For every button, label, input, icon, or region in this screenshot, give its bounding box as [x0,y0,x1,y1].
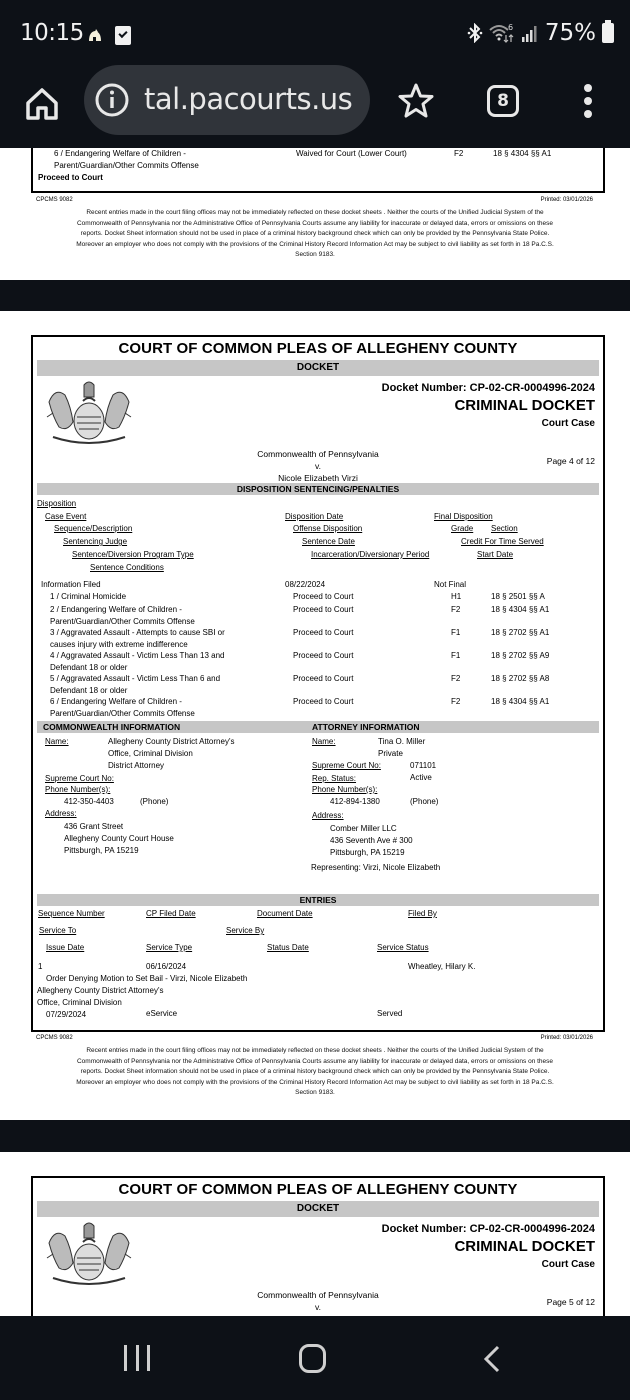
page-4 [0,311,630,1120]
charge-grade: F1 [451,628,461,637]
info-bar [37,721,599,733]
cw-phone-label: Phone Number(s): [45,785,111,794]
caption-versus: v. [315,461,321,471]
site-info-icon[interactable] [94,82,130,118]
pennsylvania-seal-icon [39,377,139,447]
caption-versus: v. [315,1302,321,1312]
hdr-start-date: Start Date [477,550,514,559]
charge-grade: F2 [451,697,461,706]
hdr-document-date: Document Date [257,909,313,918]
charge-description: 6 / Endangering Welfare of Children - [54,149,186,158]
final-disposition-label: Proceed to Court [38,173,103,182]
entries-bar: ENTRIES [37,894,599,906]
atty-phone-type: (Phone) [410,797,439,806]
entry-service-to-cont: Office, Criminal Division [37,998,122,1007]
atty-name-label: Name: [312,737,336,746]
atty-phone-label: Phone Number(s): [312,785,378,794]
hdr-final-disposition: Final Disposition [434,512,493,521]
printed-date: Printed: 03/01/2026 [540,197,593,203]
cw-address-line: 436 Grant Street [64,822,124,831]
browser-toolbar [0,64,630,148]
animal-crossing-notification-icon [87,27,103,43]
charge-section: 18 § 2702 §§ A8 [491,674,550,683]
entry-service-to: Allegheny County District Attorney's [37,986,164,995]
bookmark-star-icon[interactable] [397,82,435,120]
page-5 [0,1152,630,1316]
charge-disposition: Proceed to Court [293,697,354,706]
atty-rep-status: Active [410,773,432,782]
charge-description: 2 / Endangering Welfare of Children - [50,605,182,614]
svg-text:6: 6 [507,23,513,32]
case-event-name: Information Filed [41,580,101,589]
form-code: CPCMS 9082 [36,197,73,203]
atty-representing: Representing: Virzi, Nicole Elizabeth [311,863,441,872]
hdr-sentence-program-type: Sentence/Diversion Program Type [72,550,194,559]
bluetooth-icon [467,23,483,43]
signal-icon [521,23,539,43]
hdr-grade: Grade [451,524,474,533]
back-button[interactable] [483,1345,501,1373]
printed-date: Printed: 03/01/2026 [540,1035,593,1041]
atty-name: Tina O. Miller [378,737,426,746]
hdr-service-status: Service Status [377,943,429,952]
docket-bar: DOCKET [37,1201,599,1217]
atty-address-label: Address: [312,811,344,820]
charge-disposition: Proceed to Court [293,628,354,637]
status-icons [467,20,614,46]
tab-switcher-button[interactable]: 8 [487,85,519,117]
url-text[interactable]: tal.pacourts.us [144,82,353,116]
hdr-incarceration-period: Incarceration/Diversionary Period [311,550,430,559]
court-title: COURT OF COMMON PLEAS OF ALLEGHENY COUNTY [118,1181,518,1198]
docket-bar: DOCKET [37,360,599,376]
page-number: Page 4 of 12 [546,456,595,466]
charge-description-cont: causes injury with extreme indifference [50,640,188,649]
hdr-service-to: Service To [39,926,77,935]
hdr-credit-time-served: Credit For Time Served [461,537,544,546]
caption-plaintiff: Commonwealth of Pennsylvania [257,449,379,459]
cw-phone: 412-350-4403 [64,797,114,806]
charge-grade: F2 [451,674,461,683]
hdr-disposition-date: Disposition Date [285,512,344,521]
charge-section: 18 § 4304 §§ A1 [493,149,552,158]
charge-description-cont: Parent/Guardian/Other Commits Offense [54,161,199,170]
cw-address-line: Allegheny County Court House [64,834,174,843]
page-number: Page 5 of 12 [546,1297,595,1307]
status-bar [0,0,630,64]
more-menu-icon[interactable] [582,84,594,120]
charge-grade: F1 [451,651,461,660]
charge-disposition: Proceed to Court [293,674,354,683]
pdf-viewport[interactable] [0,148,630,1316]
hdr-sentence-date: Sentence Date [302,537,355,546]
charge-disposition: Waived for Court (Lower Court) [296,149,407,158]
charge-description: 6 / Endangering Welfare of Children - [50,697,182,706]
entry-filed-by: Wheatley, Hilary K. [408,962,476,971]
atty-supreme-court-no: 071101 [410,761,437,770]
hdr-sequence-description: Sequence/Description [54,524,133,533]
charge-description-cont: Parent/Guardian/Other Commits Offense [50,709,195,718]
charge-disposition: Proceed to Court [293,651,354,660]
battery-icon [602,23,614,43]
charge-grade: H1 [451,592,462,601]
address-bar[interactable] [84,65,370,135]
caption-plaintiff: Commonwealth of Pennsylvania [257,1290,379,1300]
docket-number: Docket Number: CP-02-CR-0004996-2024 [381,1223,595,1235]
atty-address-line: Pittsburgh, PA 15219 [330,848,405,857]
hdr-cp-filed-date: CP Filed Date [146,909,196,918]
disclaimer: Recent entries made in the court filing offices may not be immediately reflected on these docket sheets . Neither the courts of the Unified Judicial System of the Commonwealth of Pennsylvania nor the Administrative Office of Pennsylvania Courts assume any liability for inaccurate or delayed data, errors or omissions on these reports. Docket Sheet information should not be used in place of a criminal history background check which can only be provided by the Pennsylvania State Police. Moreover an employer who does not comply with the provisions of the Criminal History Record Information Act may be subject to civil liability as set forth in 18 Pa.C.S. Section 9183. [76,1047,554,1096]
atty-rep-status-label: Rep. Status: [312,774,357,783]
system-nav-bar [0,1316,630,1400]
hdr-service-type: Service Type [146,943,193,952]
battery-percent: 75% [544,20,596,46]
charge-section: 18 § 4304 §§ A1 [491,605,550,614]
atty-address-line: 436 Seventh Ave # 300 [330,836,413,845]
cw-name-line: Office, Criminal Division [108,749,193,758]
commonwealth-info-title: COMMONWEALTH INFORMATION [43,722,181,732]
atty-type: Private [378,749,403,758]
disposition-bar: DISPOSITION SENTENCING/PENALTIES [37,483,599,495]
hdr-sentencing-judge: Sentencing Judge [63,537,128,546]
form-code: CPCMS 9082 [36,1035,73,1041]
disclaimer: Recent entries made in the court filing offices may not be immediately reflected on these docket sheets . Neither the courts of the Unified Judicial System of the Commonwealth of Pennsylvania nor the Administrative Office of Pennsylvania Courts assume any liability for inaccurate or delayed data, errors or omissions on these reports. Docket Sheet information should not be used in place of a criminal history background check which can only be provided by the Pennsylvania State Police. Moreover an employer who does not comply with the provisions of the Criminal History Record Information Act may be subject to civil liability as set forth in 18 Pa.C.S. Section 9183. [76,209,554,258]
case-type: Court Case [541,1259,595,1270]
hdr-case-event: Case Event [45,512,87,521]
docket-type: CRIMINAL DOCKET [454,397,595,414]
docket-number: Docket Number: CP-02-CR-0004996-2024 [381,382,595,394]
caption-defendant: Nicole Elizabeth Virzi [278,473,358,483]
entry-cp-filed-date: 06/16/2024 [146,962,187,971]
entry-sequence: 1 [38,962,43,971]
page-4-docbox [31,335,605,1032]
atty-address-line: Comber Miller LLC [330,824,397,833]
case-event-date: 08/22/2024 [285,580,326,589]
recent-apps-button[interactable] [124,1345,150,1371]
charge-description: 1 / Criminal Homicide [50,592,127,601]
charge-description-cont: Defendant 18 or older [50,663,128,672]
case-event-final: Not Final [434,580,467,589]
charge-description: 4 / Aggravated Assault - Victim Less Than 13 and [50,651,225,660]
home-icon[interactable] [22,84,62,124]
charge-section: 18 § 2501 §§ A [491,592,545,601]
hdr-sentence-conditions: Sentence Conditions [90,563,164,572]
charge-grade: F2 [454,149,464,158]
charge-section: 18 § 2702 §§ A1 [491,628,550,637]
charge-description-cont: Defendant 18 or older [50,686,128,695]
wifi6-icon [489,22,515,44]
atty-supreme-court-label: Supreme Court No: [312,761,381,770]
charge-section: 18 § 4304 §§ A1 [491,697,550,706]
charge-disposition: Proceed to Court [293,605,354,614]
charge-description: 3 / Aggravated Assault - Attempts to cause SBI or [50,628,225,637]
checkbox-notification-icon [115,26,131,45]
entry-description: Order Denying Motion to Set Bail - Virzi, Nicole Elizabeth [46,974,248,983]
charge-section: 18 § 2702 §§ A9 [491,651,550,660]
docket-type: CRIMINAL DOCKET [454,1238,595,1255]
case-type: Court Case [541,418,595,429]
pennsylvania-seal-icon [39,1218,139,1288]
page-3-tail [0,148,630,280]
hdr-sequence-number: Sequence Number [38,909,105,918]
charge-grade: F2 [451,605,461,614]
cw-name-label: Name: [45,737,69,746]
clock: 10:15 [20,20,84,46]
page-3-docbox [31,148,605,193]
attorney-info-title: ATTORNEY INFORMATION [312,722,420,732]
entry-service-type: eService [146,1009,178,1018]
page-5-docbox [31,1176,605,1316]
cw-supreme-court-label: Supreme Court No: [45,774,114,783]
cw-address-line: Pittsburgh, PA 15219 [64,846,139,855]
hdr-filed-by: Filed By [408,909,437,918]
cw-name-line: District Attorney [108,761,165,770]
home-button[interactable] [299,1344,326,1373]
cw-name-line: Allegheny County District Attorney's [108,737,235,746]
hdr-disposition: Disposition [37,499,77,508]
court-title: COURT OF COMMON PLEAS OF ALLEGHENY COUNTY [118,340,518,357]
hdr-issue-date: Issue Date [46,943,85,952]
charge-description-cont: Parent/Guardian/Other Commits Offense [50,617,195,626]
cw-phone-type: (Phone) [140,797,169,806]
charge-disposition: Proceed to Court [293,592,354,601]
cw-address-label: Address: [45,809,77,818]
hdr-status-date: Status Date [267,943,309,952]
entry-service-status: Served [377,1009,403,1018]
hdr-service-by: Service By [226,926,265,935]
hdr-section: Section [491,524,518,533]
entry-issue-date: 07/29/2024 [46,1010,87,1019]
hdr-offense-disposition: Offense Disposition [293,524,363,533]
atty-phone: 412-894-1380 [330,797,380,806]
charge-description: 5 / Aggravated Assault - Victim Less Than 6 and [50,674,221,683]
